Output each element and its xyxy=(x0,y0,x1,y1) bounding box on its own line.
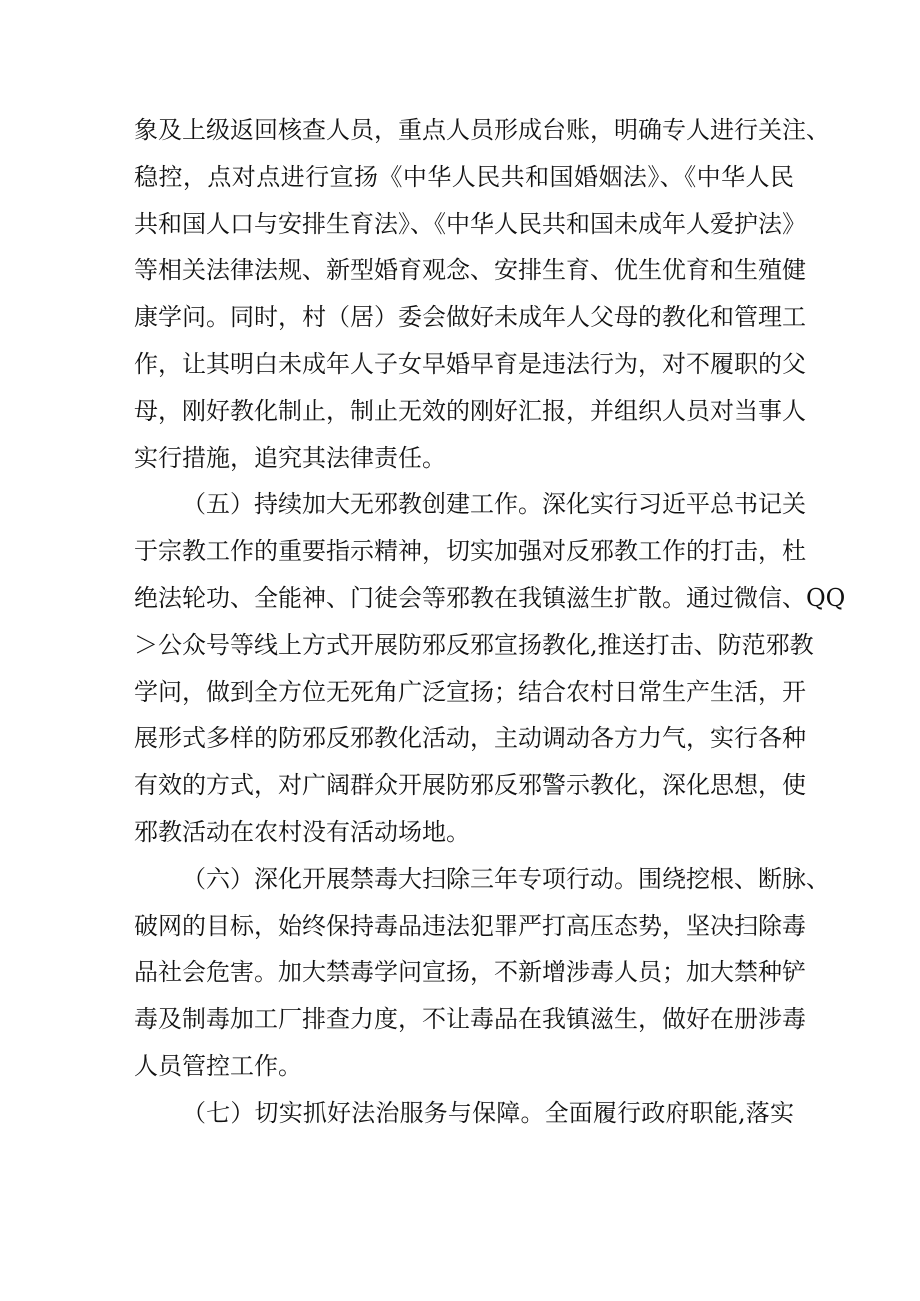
text-line: 有效的方式，对广阔群众开展防邪反邪警示教化，深化思想，使 xyxy=(134,771,806,800)
text-line: 品社会危害。加大禁毒学问宣扬，不新增涉毒人员；加大禁种铲 xyxy=(134,958,806,987)
text-line: 共和国人口与安排生育法》、《中华人民共和国未成年人爱护法》 xyxy=(134,209,806,238)
document-body xyxy=(134,107,846,1137)
text-line: 展形式多样的防邪反邪教化活动，主动调动各方力气，实行各种 xyxy=(134,724,806,753)
text-line: ＞公众号等线上方式开展防邪反邪宣扬教化,推送打击、防范邪教 xyxy=(134,630,814,659)
text-line: （五）持续加大无邪教创建工作。深化实行习近平总书记关 xyxy=(182,490,806,519)
text-line: 邪教活动在农村没有活动场地。 xyxy=(134,817,470,846)
text-line: 象及上级返回核查人员，重点人员形成台账，明确专人进行关注、 xyxy=(134,116,830,144)
text-line: 实行措施，追究其法律责任。 xyxy=(134,443,446,472)
text-line: 学问，做到全方位无死角广泛宣扬；结合农村日常生产生活，开 xyxy=(134,677,806,706)
text-line: 于宗教工作的重要指示精神，切实加强对反邪教工作的打击，杜 xyxy=(134,537,806,566)
text-line: 稳控，点对点进行宣扬《中华人民共和国婚姻法》、《中华人民 xyxy=(134,162,794,191)
text-line: 母，刚好教化制止，制止无效的刚好汇报，并组织人员对当事人 xyxy=(134,396,806,425)
text-line: 破网的目标，始终保持毒品违法犯罪严打高压态势，坚决扫除毒 xyxy=(134,911,806,940)
text-line: 人员管控工作。 xyxy=(134,1051,302,1080)
text-line: 康学问。同时，村（居）委会做好未成年人父母的教化和管理工 xyxy=(134,303,806,332)
text-line: 等相关法律法规、新型婚育观念、安排生育、优生优育和生殖健 xyxy=(134,256,806,285)
paragraph-continuation xyxy=(134,107,830,481)
paragraph-section-6 xyxy=(134,856,830,1090)
paragraph-section-7 xyxy=(134,1090,794,1137)
text-line: 毒及制毒加工厂排查力度，不让毒品在我镇滋生，做好在册涉毒 xyxy=(134,1005,806,1034)
text-line: （七）切实抓好法治服务与保障。全面履行政府职能,落实 xyxy=(182,1098,794,1127)
text-line: 作，让其明白未成年人子女早婚早育是违法行为，对不履职的父 xyxy=(134,349,806,378)
paragraph-section-5 xyxy=(134,481,846,855)
text-line: （六）深化开展禁毒大扫除三年专项行动。围绕挖根、断脉、 xyxy=(182,864,830,893)
text-line: 绝法轮功、全能神、门徒会等邪教在我镇滋生扩散。通过微信、QQ xyxy=(134,583,846,612)
